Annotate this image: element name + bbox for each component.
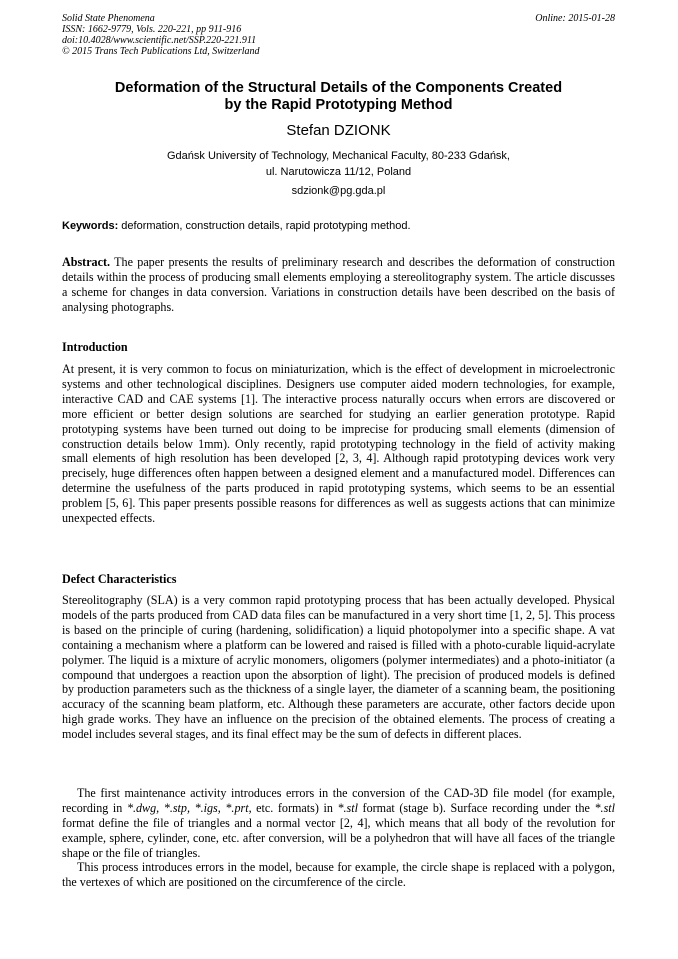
defect-characteristics-heading: Defect Characteristics [62,572,177,586]
introduction-heading: Introduction [62,340,128,354]
author-email: sdzionk@pg.gda.pl [291,185,386,197]
affiliation-line-2: ul. Narutowicza 11/12, Poland [265,166,412,178]
paper-title [62,80,615,114]
keywords [62,219,615,233]
defect-p2-stl-1: *.stl [337,800,358,815]
defect-p2-text-d: format define the file of triangles and a normal vector [2, 4], which means that all body of the revolution for example, sphere, cylinder, cone, etc. after conversion, will be a polyhedron that will have all faces of the triangle shape or the file of triangles. [62,815,615,860]
journal-name: Solid State Phenomena [62,13,155,24]
abstract [62,255,615,315]
abstract-text: The paper presents the results of preliminary research and describes the deformation of construction details within the process of producing small elements employing a stereolitography system. The article discusses a scheme for changes in data conversion. Variations in construction details have been described on the basis of analysing photographs. [62,255,615,314]
defect-p2-formats: *.dwg, *.stp, *.igs, *.prt, [126,800,252,815]
defect-paragraph-3: This process introduces errors in the model, because for example, the circle shape is replaced with a polygon, the vertexes of which are positioned on the circumference of the circle. [62,860,615,889]
defect-p2-text-c: format (stage b). Surface recording under the [357,800,595,815]
title-line-2: by the Rapid Prototyping Method [224,97,453,113]
defect-paragraph-1: Stereolitography (SLA) is a very common rapid prototyping process that has been actually developed. Physical models of the parts produced from CAD data files can be manufactured in a very short time [1, 2, 5]. This process is based on the principle of curing (hardening, solidification) a liquid photopolymer into a specific shape. A vat containing a mechanism where a platform can be lowered and raised is filled with a photo-curable liquid-acrylate polymer. The liquid is a mixture of acrylic monomers, oligomers (polymer intermediates) and a photo-initiator (a compound that undergoes a reaction upon the absorption of light). The precision of produced models is defined by production parameters such as the thickness of a single layer, the diameter of a scanning beam, the positioning accuracy of the scanning beam platform, etc. Although these parameters are accurate, other factors decide upon high grade works. They have an influence on the precision of the obtained elements. The process of creating a model includes several stages, and its final effect may be the sum of defects in different places. [62,593,615,742]
keywords-text: deformation, construction details, rapid prototyping method. [118,220,411,232]
defect-p2-text-b: etc. formats) in [251,800,338,815]
affiliation-line-1: Gdańsk University of Technology, Mechanical Faculty, 80-233 Gdańsk, [166,150,510,162]
abstract-label: Abstract. [62,255,111,269]
defect-p2-stl-2: *.stl [594,800,615,815]
affiliation [62,148,615,180]
online-date: Online: 2015-01-28 [535,13,615,24]
defect-paragraph-2 [62,786,615,861]
doi-line: doi:10.4028/www.scientific.net/SSP.220-221.911 [62,35,257,46]
keywords-label: Keywords: [62,220,119,232]
title-line-1: Deformation of the Structural Details of the Components Created [114,80,563,96]
journal-info [62,13,260,57]
defect-p2-text-a: The first maintenance activity introduces errors in the conversion of the CAD-3D file model (for example, recording in [62,786,615,815]
issn-line: ISSN: 1662-9779, Vols. 220-221, pp 911-916 [62,24,242,35]
copyright-line: © 2015 Trans Tech Publications Ltd, Switzerland [62,46,260,57]
author-name: Stefan DZIONK [286,122,391,139]
introduction-paragraph: At present, it is very common to focus on miniaturization, which is the effect of development in microelectronic systems and other technological disciplines. Designers use computer aided modern technologies, for example, interactive CAD and CAE systems [1]. The interactive process naturally occurs when errors are discovered or more efficient or better design solutions are searched for studying an earlier generation prototype. Rapid prototyping systems have been turned out doing to be imprecise for producing small elements (dimension of construction details below 1mm). Only recently, rapid prototyping technology in the field of activity making small elements of high resolution has been developed [2, 3, 4]. Although rapid prototyping devices work very precisely, huge differences often happen between a designed element and a manufactured model. Differences can determine the usefulness of the parts produced in rapid prototyping systems, which seems to be an essential problem [5, 6]. This paper presents possible reasons for differences as well as suggests actions that can minimize unexpected effects. [62,362,615,526]
